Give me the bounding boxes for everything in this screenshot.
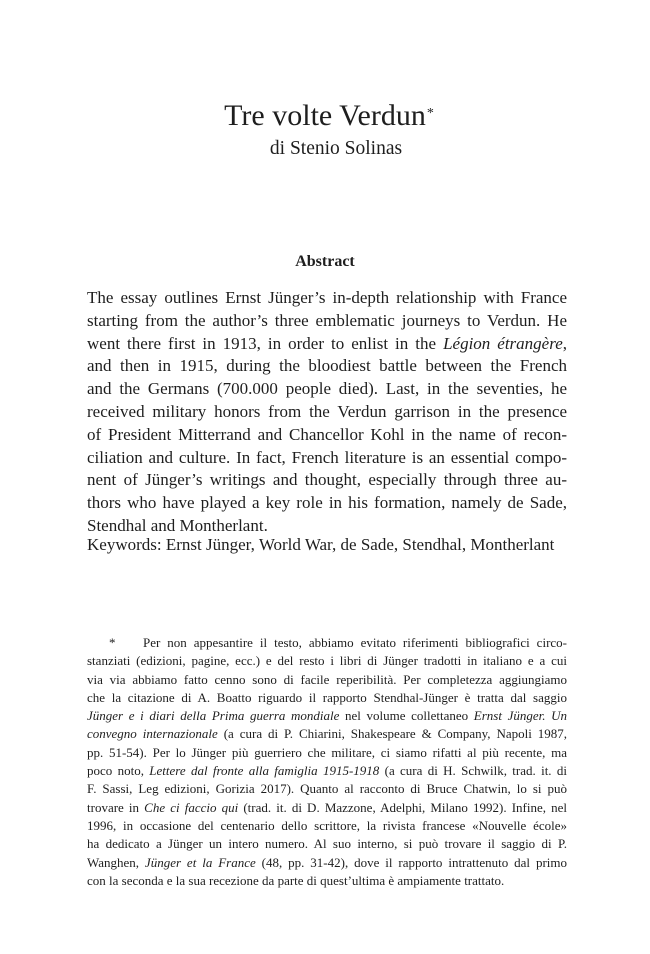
- footnote-line: con la seconda e la sua recezione da parte di quest’ultima è ampiamente trattato.: [87, 872, 505, 888]
- footnote-italic: convegno internazionale: [87, 726, 218, 742]
- abstract-line: starting from the author’s three emblematic journeys to Verdun. He: [87, 310, 567, 330]
- abstract-line: of President Mitterrand and Chancellor Kohl in the name of recon-: [87, 424, 567, 444]
- footnote-italic: Che ci faccio qui: [144, 799, 239, 815]
- footnote-line: [87, 799, 567, 817]
- keywords: Keywords: Ernst Jünger, World War, de Sade, Stendhal, Montherlant: [87, 535, 555, 554]
- footnote-text: (a cura di P. Chiarini, Shakespeare & Company, Napoli 1987,: [217, 726, 567, 742]
- footnote-text: (a cura di H. Schwilk, trad. it. di: [379, 763, 567, 779]
- footnote-italic: Jünger e i diari della Prima guerra mondiale: [87, 708, 340, 724]
- abstract-line: ciliation and culture. In fact, French literature is an essential compo-: [87, 447, 567, 467]
- abstract-line: [87, 333, 567, 356]
- title-block: [0, 98, 650, 162]
- footnote-marker[interactable]: *: [426, 106, 434, 121]
- abstract-italic-phrase: Légion étrangère: [443, 333, 563, 353]
- footnote-italic: Ernst Jünger. Un: [473, 708, 568, 724]
- footnote-line: [87, 725, 567, 743]
- abstract-line: received military honors from the Verdun garrison in the presence: [87, 401, 567, 421]
- footnote-text: (48, pp. 31-42), dove il rapporto intrattenuto dal primo: [255, 854, 567, 870]
- footnote-line: ha dedicato a Jünger un intero numero. Al suo interno, si può trovare il saggio di P.: [87, 836, 567, 852]
- footnote-line: [87, 854, 567, 872]
- footnote-text: trovare in: [87, 799, 145, 815]
- footnote-star: *: [109, 635, 116, 650]
- footnote-line: via via abbiamo fatto cenno sono di facile reperibilità. Per completezza aggiungiamo: [87, 671, 567, 687]
- abstract-line: The essay outlines Ernst Jünger’s in-depth relationship with France: [87, 288, 567, 307]
- footnote-text: Per non appesantire il testo, abbiamo evitato riferimenti bibliografici circo-: [143, 635, 567, 650]
- footnote-line: che la citazione di A. Boatto riguardo il rapporto Stendhal-Jünger è tratta dal saggio: [87, 689, 567, 705]
- abstract-line: nent of Jünger’s writings and thought, especially through three au-: [87, 470, 567, 490]
- footnote-line: [87, 707, 567, 725]
- footnote-line: [87, 634, 567, 652]
- abstract-line: and the Germans (700.000 people died). Last, in the seventies, he: [87, 379, 567, 399]
- abstract-line: Stendhal and Montherlant.: [87, 515, 268, 535]
- article-author: di Stenio Solinas: [269, 138, 403, 159]
- footnote-text: Wanghen,: [87, 854, 145, 870]
- footnote: [87, 634, 567, 890]
- abstract-heading: Abstract: [295, 253, 355, 270]
- footnote-text: (trad. it. di D. Mazzone, Adelphi, Milano 1992). Infine, nel: [238, 799, 568, 815]
- footnote-italic: Lettere dal fronte alla famiglia 1915-1918: [149, 763, 380, 779]
- article-title: [8, 98, 650, 134]
- footnote-italic: Jünger et la France: [144, 854, 256, 870]
- abstract-body: [87, 287, 567, 538]
- footnote-line: F. Sassi, Leg edizioni, Gorizia 2017). Quanto al racconto di Bruce Chatwin, lo si può: [87, 781, 567, 797]
- footnote-line: [87, 762, 567, 780]
- abstract-line-text: went there first in 1913, in order to enlist in the: [87, 333, 444, 353]
- footnote-line: 1996, in occasione del centenario dello scrittore, la rivista francese «Nouvelle école»: [87, 817, 567, 833]
- footnote-line: pp. 51-54). Per lo Jünger più guerriero che militare, ci siamo rifatti al più recente, ma: [87, 744, 567, 760]
- abstract-line: thors who have played a key role in his formation, namely de Sade,: [87, 493, 567, 513]
- abstract-line: and then in 1915, during the bloodiest battle between the French: [87, 356, 567, 376]
- article-title-text: Tre volte Verdun: [224, 99, 426, 132]
- footnote-text: nel volume collettaneo: [339, 708, 474, 724]
- footnote-text: poco noto,: [87, 763, 150, 779]
- footnote-line: stanziati (edizioni, pagine, ecc.) e del resto i libri di Jünger tradotti in italiano e a cui: [87, 653, 567, 669]
- abstract-line-text: ,: [562, 333, 567, 353]
